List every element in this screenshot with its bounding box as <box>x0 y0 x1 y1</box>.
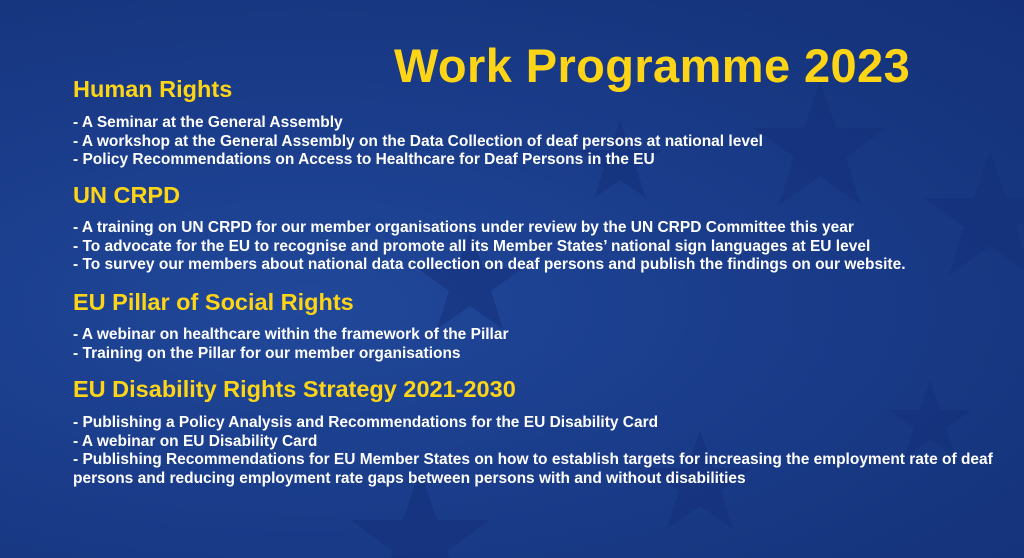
section-heading: Human Rights <box>73 76 233 102</box>
list-item: - A training on UN CRPD for our member organisations under review by the UN CRPD Committee this year <box>73 219 854 236</box>
list-item: - A Seminar at the General Assembly <box>73 114 343 131</box>
list-item: - Publishing Recommendations for EU Member States on how to establish targets for increasing the employment rate of deaf persons and reducing employment rate gaps between persons with and without disabilities <box>73 451 993 487</box>
section-human-rights <box>73 75 1008 170</box>
list-item: - A workshop at the General Assembly on the Data Collection of deaf persons at national level <box>73 132 763 150</box>
list-item: - Policy Recommendations on Access to Healthcare for Deaf Persons in the EU <box>73 151 655 168</box>
section-heading: EU Disability Rights Strategy 2021-2030 <box>73 376 516 402</box>
item-list <box>73 326 1008 363</box>
list-item: - A webinar on healthcare within the framework of the Pillar <box>73 326 509 343</box>
item-list <box>73 114 1008 170</box>
list-item: - To advocate for the EU to recognise and promote all its Member States’ national sign languages at EU level <box>73 237 871 255</box>
section-un-crpd <box>73 181 1008 275</box>
item-list <box>73 219 1008 275</box>
section-eu-disability-rights-strategy <box>73 375 1008 488</box>
list-item: - Publishing a Policy Analysis and Recommendations for the EU Disability Card <box>73 414 659 431</box>
section-eu-pillar-of-social-rights <box>73 288 1008 363</box>
list-item: - Training on the Pillar for our member organisations <box>73 344 461 362</box>
section-heading: UN CRPD <box>73 182 181 208</box>
list-item: - To survey our members about national data collection on deaf persons and publish the findings on our website. <box>73 256 906 273</box>
section-heading: EU Pillar of Social Rights <box>73 289 354 315</box>
list-item: - A webinar on EU Disability Card <box>73 432 318 450</box>
page-title: Work Programme 2023 <box>394 39 911 92</box>
item-list <box>73 414 1008 488</box>
